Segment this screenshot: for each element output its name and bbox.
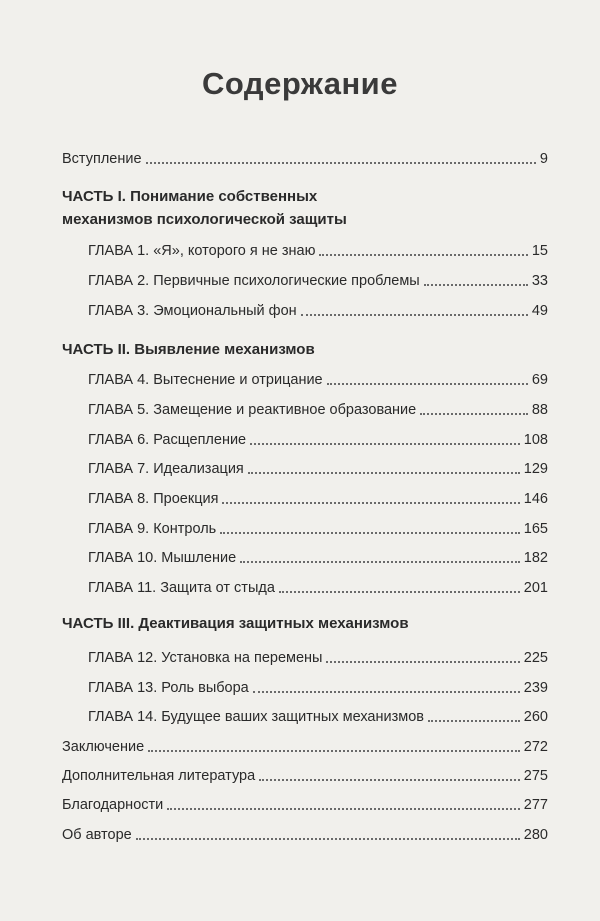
dot-leader [327,383,528,385]
toc-entry-further-reading [62,763,548,785]
toc-entry-label: ГЛАВА 11. Защита от стыда [88,580,275,596]
toc-entry-label: ГЛАВА 6. Расщепление [88,432,247,448]
toc-entry-label: ГЛАВА 10. Мышление [88,550,237,566]
dot-leader [420,413,528,415]
toc-entry-label: Об авторе [62,827,132,843]
toc-entry-chapter-14 [88,704,548,726]
dot-leader [259,779,520,781]
toc-entry-chapter-12 [88,645,548,667]
dot-leader [148,750,520,752]
toc-entry-page: 9 [539,151,548,167]
toc-entry-page: 165 [523,521,548,537]
toc-entry-chapter-13 [88,675,548,697]
toc-entry-page: 49 [531,303,548,319]
toc-entry-label: ГЛАВА 8. Проекция [88,491,219,507]
dot-leader [136,838,520,840]
toc-entry-label: ГЛАВА 14. Будущее ваших защитных механизмов [88,709,424,725]
toc-entry-about-author [62,822,548,844]
dot-leader [220,532,520,534]
toc-entry-conclusion [62,734,548,756]
part-2-title-line-1: ЧАСТЬ II. Выявление механизмов [62,341,315,358]
toc-entry-chapter-9 [88,516,548,538]
toc-entry-page: 182 [523,550,548,566]
dot-leader [428,720,520,722]
toc-entry-label: ГЛАВА 4. Вытеснение и отрицание [88,372,323,388]
toc-entry-label: Вступление [62,151,142,167]
part-1-title-line-1: ЧАСТЬ I. Понимание собственных [62,188,318,205]
toc-entry-page: 239 [523,680,548,696]
part-1-title-line-2: механизмов психологической защиты [62,211,347,228]
dot-leader [146,162,536,164]
toc-entry-chapter-1 [88,238,548,260]
toc-entry-page: 33 [531,273,548,289]
dot-leader [248,472,520,474]
part-2-heading [62,338,548,361]
toc-entry-chapter-5 [88,397,548,419]
toc-entry-page: 260 [523,709,548,725]
dot-leader [167,808,520,810]
part-3-title-line-1: ЧАСТЬ III. Деактивация защитных механизмов [62,615,409,632]
toc-entry-label: ГЛАВА 13. Роль выбора [88,680,249,696]
dot-leader [319,254,527,256]
part-1-heading [62,185,548,231]
toc-entry-chapter-8 [88,486,548,508]
toc-entry-chapter-6 [88,427,548,449]
toc-entry-label: ГЛАВА 1. «Я», которого я не знаю [88,243,316,259]
part-3-heading [62,612,548,635]
toc-entry-label: ГЛАВА 12. Установка на перемены [88,650,323,666]
page-title: Содержание [202,66,398,101]
dot-leader [253,691,520,693]
toc-entry-chapter-7 [88,456,548,478]
dot-leader [279,591,520,593]
dot-leader [424,284,528,286]
toc-entry-label: Заключение [62,739,145,755]
toc-entry-label: ГЛАВА 7. Идеализация [88,461,244,477]
dot-leader [222,502,519,504]
toc-entry-acknowledgements [62,792,548,814]
dot-leader [250,443,520,445]
toc-entry-label: ГЛАВА 9. Контроль [88,521,217,537]
toc-entry-page: 88 [531,402,548,418]
toc-entry-page: 69 [531,372,548,388]
toc-entry-chapter-2 [88,268,548,290]
toc-entry-page: 272 [523,739,548,755]
toc-entry-label: ГЛАВА 3. Эмоциональный фон [88,303,297,319]
toc-entry-page: 15 [531,243,548,259]
toc-entry-page: 146 [523,491,548,507]
toc-entry-page: 275 [523,768,548,784]
toc-entry-page: 225 [523,650,548,666]
toc-entry-chapter-3 [88,298,548,320]
toc-entry-label: ГЛАВА 2. Первичные психологические проблемы [88,273,420,289]
toc-entry-label: Благодарности [62,797,164,813]
toc-entry-label: Дополнительная литература [62,768,256,784]
toc-entry-chapter-11 [88,575,548,597]
toc-entry-page: 129 [523,461,548,477]
toc-entry-intro [62,146,548,168]
toc-entry-page: 108 [523,432,548,448]
toc-entry-chapter-10 [88,545,548,567]
toc-entry-page: 280 [523,827,548,843]
dot-leader [240,561,520,563]
toc-entry-chapter-4 [88,367,548,389]
toc-entry-label: ГЛАВА 5. Замещение и реактивное образование [88,402,417,418]
dot-leader [301,314,528,316]
toc-entry-page: 277 [523,797,548,813]
toc-entry-page: 201 [523,580,548,596]
dot-leader [326,661,519,663]
